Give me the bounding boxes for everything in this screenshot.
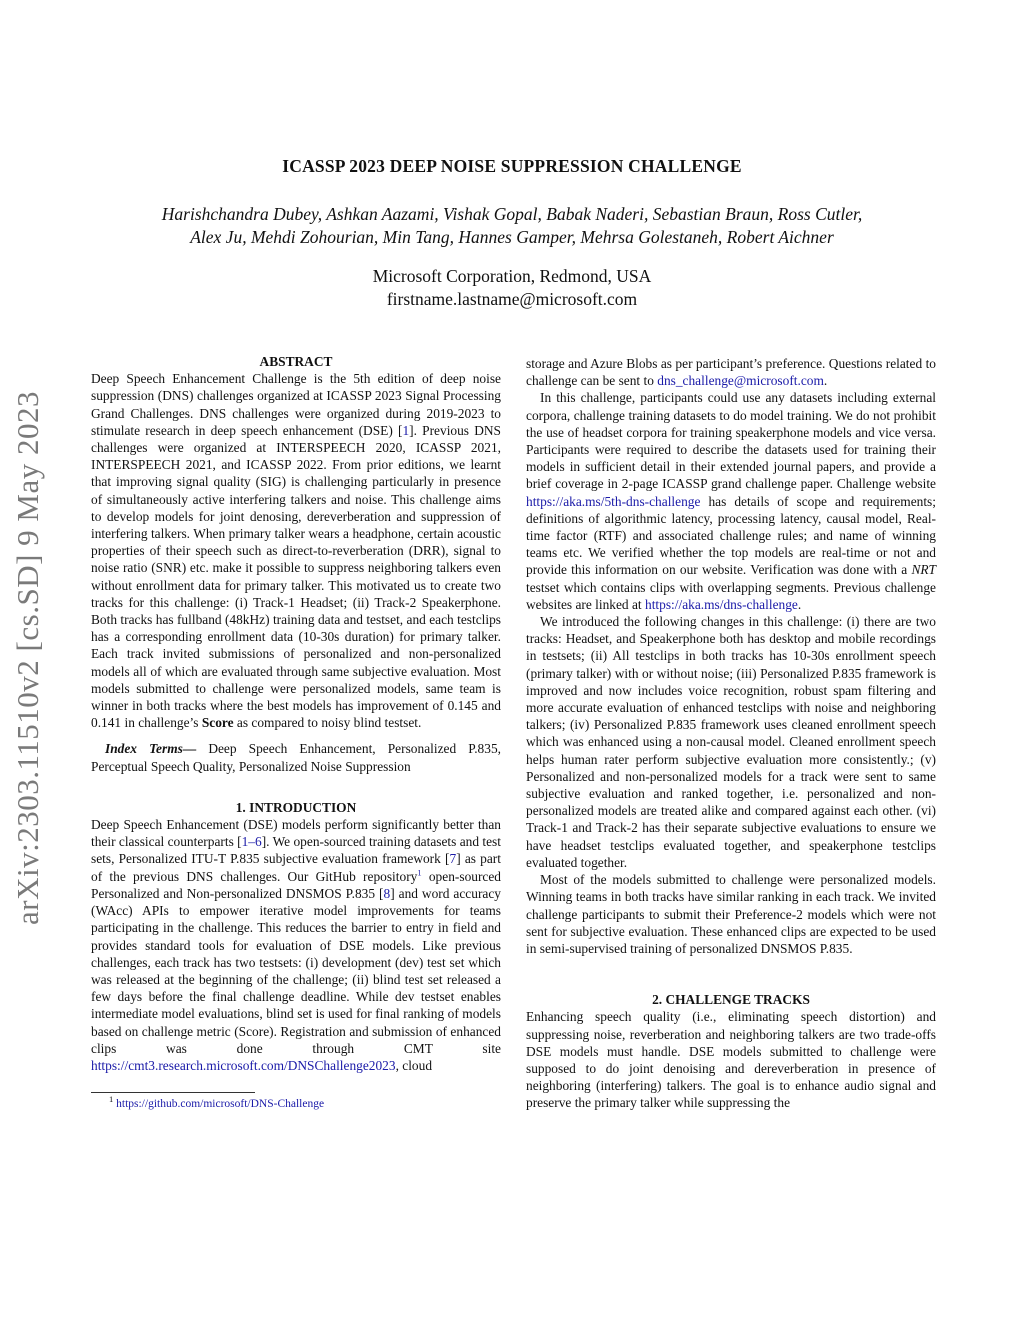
nrt-term: NRT	[911, 562, 936, 578]
index-terms-label: Index Terms—	[105, 741, 197, 757]
arxiv-identifier: arXiv:2303.11510v2 [cs.SD] 9 May 2023	[10, 390, 45, 925]
abstract-heading: ABSTRACT	[259, 354, 333, 369]
score-term: Score	[201, 715, 234, 731]
right-paragraph-3: We introduced the following changes in this challenge: (i) there are two tracks: Headset, and Speakerphone both has desktop and mobile recordings in testsets; (ii) All testclips in both tracks has 10-30s enrollment speech (primary talker) with or without noise; (iii) Personalized P.835 framework is improved and now includes voice recognition, robust spam filtering and more accurate evaluation of enhanced testclips with noise and neighboring talkers; (iv) Personalized P.835 framework uses cleaned enrollment speech which was enhanced using a non-causal model. Cleaned enrollment speech helps human rater perform subjective evaluation more consistently.; (v) Personalized and non-personalized models for a track were sent to same subjective evaluation and ranked together, i.e. personalized and non-personalized models are treated alike and compared against each other. (vi) Track-1 and Track-2 has their separate subjective evaluations to ensure we have headset testclips evaluated together, and speakerphone testclips evaluated together.	[526, 614, 936, 870]
abstract-text-2: ]. Previous DNS challenges were organized at INTERSPEECH 2020, ICASSP 2021, INTERSPEECH 2021, and ICASSP 2022. From prior editions, we learnt that improving signal quality (SIG) is challenging particularly in presence of simultaneously active interfering talkers and noise. This challenge aims to develop models for joint denosing, dereverberation and suppression of interfering talkers. When primary talker wears a headphone, certain acoustic properties of their speech such as direct-to-reverberation (DRR), signal to noise ratio (SNR) etc. make it possible to suppress neighboring talkers even without enrollment data for primary talker. This motivated us to create two tracks for this challenge: (i) Track-1 Headset; (ii) Track-2 Speakerphone. Both tracks has fullband (48kHz) training data and testset, and each testclips has a corresponding enrollment data (10-30s duration) for primary talker. Each track invited submissions of personalized and non-personalized models all of which are evaluated through same subjective evaluation. Most models submitted to challenge were personalized models, same team is winner in both tracks where the best models has improvement of 0.145 and 0.141 in challenge’s	[91, 422, 501, 731]
footnote-number: 1	[109, 1094, 114, 1105]
right-paragraph-4: Most of the models submitted to challenge were personalized models. Winning teams in both tracks have similar ranking in each track. We invited challenge participants to submit their Preference-2 models which were not sent for subjective evaluation. These enhanced clips are expected to be used in semi-supervised training of personalized DNSMOS P.835.	[526, 872, 936, 956]
right-text-2c: testset which contains clips with overlapping segments. Previous challenge websites are linked at	[526, 579, 936, 612]
right-text-2d: .	[797, 596, 802, 612]
affiliation-org: Microsoft Corporation, Redmond, USA	[372, 266, 652, 286]
intro-paragraph	[91, 816, 501, 1074]
footnote	[91, 1094, 501, 1111]
intro-text-1: Deep Speech Enhancement (DSE) models perform significantly better than their classical counterparts [	[91, 817, 501, 850]
right-paragraph-1	[526, 355, 936, 389]
right-text-1a: storage and Azure Blobs as per participant’s preference. Questions related to challenge can be sent to	[526, 356, 936, 389]
right-column	[526, 355, 936, 1112]
intro-text-2: ]. We open-sourced training datasets and test sets, Personalized ITU-T P.835 subjective evaluation framework [	[91, 834, 501, 867]
index-terms	[91, 740, 501, 774]
left-column	[91, 353, 501, 1111]
github-repo-link[interactable]: https://github.com/microsoft/DNS-Challenge	[116, 1098, 325, 1111]
footnote-divider	[91, 1092, 255, 1093]
affiliation-block	[0, 265, 1024, 311]
author-line-2: Alex Ju, Mehdi Zohourian, Min Tang, Hannes Gamper, Mehrsa Golestaneh, Robert Aichner	[190, 227, 834, 247]
citation-link[interactable]: 7	[449, 851, 457, 867]
section-1-heading: 1. INTRODUCTION	[235, 799, 357, 815]
index-terms-text: Deep Speech Enhancement, Personalized P.835, Perceptual Speech Quality, Personalized Noise Suppression	[91, 741, 501, 774]
abstract-body	[91, 370, 501, 731]
author-list	[90, 203, 934, 249]
cmt-site-link[interactable]: https://cmt3.research.microsoft.com/DNSChallenge2023	[91, 1057, 396, 1073]
intro-text-6: , cloud	[395, 1057, 433, 1073]
right-text-2b: has details of scope and requirements; definitions of algorithmic latency, processing latency, causal model, Real-time factor (RTF) and associated challenge rules; and name of winning teams etc. We verified whether the top models are real-time or not and provide this information on our website. Verification was done with a	[526, 493, 936, 578]
abstract-text-1: Deep Speech Enhancement Challenge is the 5th edition of deep noise suppression (DNS) challenges organized at ICASSP 2023 Signal Processing Grand Challenges. DNS challenges were organized during 2019-2023 to stimulate research in deep speech enhancement (DSE) [	[91, 371, 501, 438]
footnote-marker[interactable]: 1	[417, 867, 422, 878]
previous-challenges-link[interactable]: https://aka.ms/dns-challenge	[645, 596, 798, 612]
intro-text-3: ] as part of the previous DNS challenges. Our GitHub repository	[91, 851, 501, 884]
right-text-2a: In this challenge, participants could use any datasets including external corpora, challenge training datasets to do model training. We do not prohibit the use of headset corpora for training speakerphone models and vice versa. Participants were required to describe the datasets used for training their models in sufficient detail in their extended journal papers, and provide a brief coverage in 2-page ICASSP grand challenge paper. Challenge website	[526, 390, 936, 492]
right-paragraph-5: Enhancing speech quality (i.e., eliminating speech distortion) and suppressing noise, reverberation and neighboring talkers are two trade-offs DSE models must handle. DSE models submitted to challenge were supposed to do joint denoising and dereverberation in presence of neighboring (interfering) talkers. The goal is to enhance audio signal and preserve the primary talker while suppressing the	[526, 1009, 936, 1111]
citation-link[interactable]: 1	[402, 422, 410, 438]
citation-link[interactable]: 8	[383, 885, 391, 901]
abstract-text-3: as compared to noisy blind testset.	[233, 715, 422, 731]
affiliation-email: firstname.lastname@microsoft.com	[386, 289, 638, 309]
section-2-heading: 2. CHALLENGE TRACKS	[652, 992, 810, 1008]
intro-text-5: ] and word accuracy (WAcc) APIs to empower iterative model improvements for teams participating in the challenge. This reduces the barrier to entry in field and provides standard tools for evaluation of DSE models. Like previous challenges, each track has two testsets: (i) development (dev) test set which was released at the beginning of the challenge; (ii) blind test set released a few days before the final challenge deadline. While dev testset enables intermediate model evaluations, blind set is used for final ranking of models based on challenge metric (Score). Registration and submission of enhanced clips was done through CMT site	[91, 885, 501, 1056]
citation-link[interactable]: 1–6	[241, 834, 262, 850]
intro-text-4: open-sourced Personalized and Non-personalized DNSMOS P.835 [	[91, 868, 501, 901]
arxiv-sidebar	[8, 355, 48, 960]
paper-title: ICASSP 2023 DEEP NOISE SUPPRESSION CHALLENGE	[282, 156, 742, 176]
right-text-1b: .	[823, 373, 828, 389]
challenge-website-link[interactable]: https://aka.ms/5th-dns-challenge	[526, 493, 701, 509]
contact-email-link[interactable]: dns_challenge@microsoft.com	[657, 373, 824, 389]
author-line-1: Harishchandra Dubey, Ashkan Aazami, Vishak Gopal, Babak Naderi, Sebastian Braun, Ross Cutler,	[161, 204, 863, 224]
right-paragraph-2	[526, 389, 936, 613]
